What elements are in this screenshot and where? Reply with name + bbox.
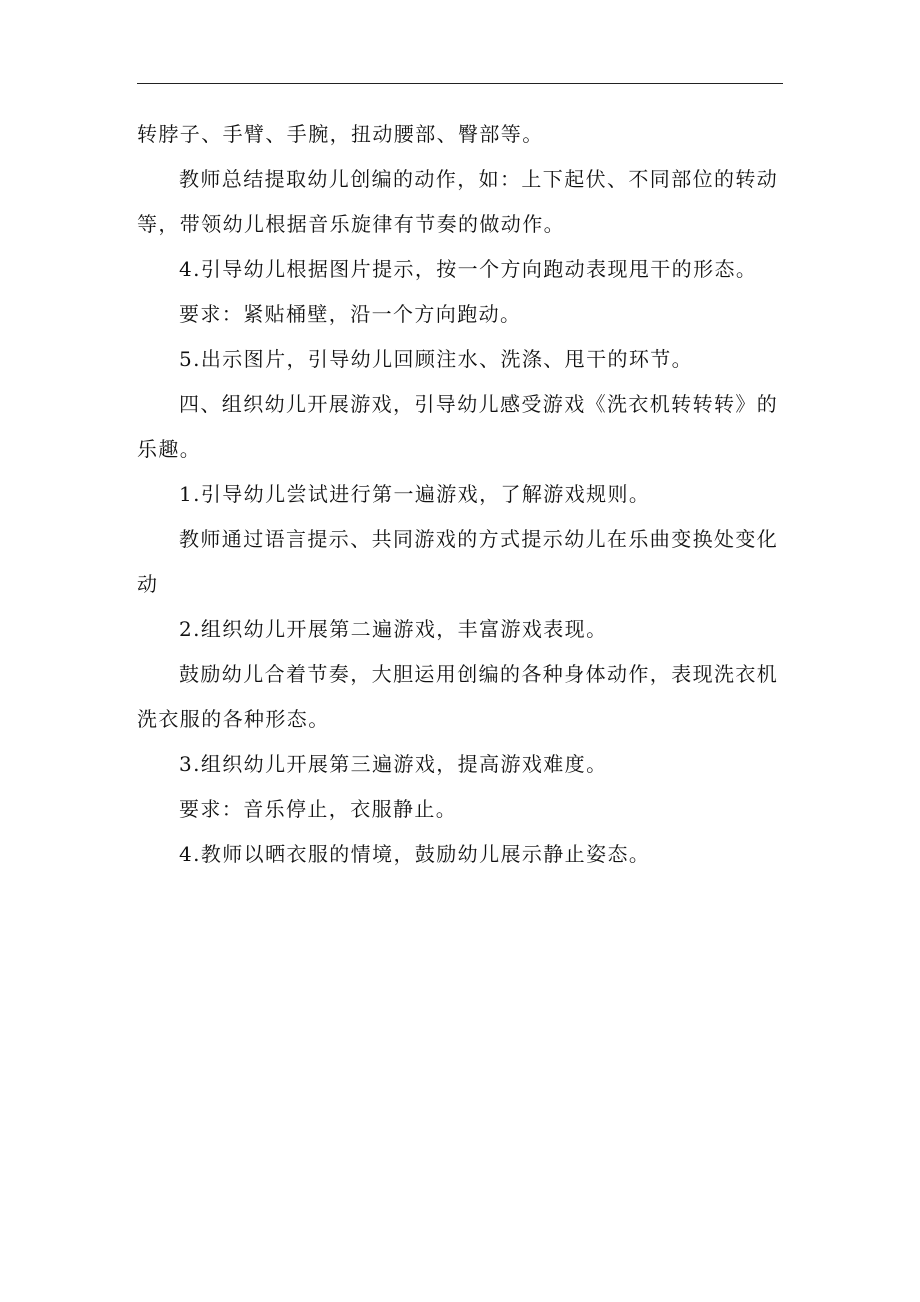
paragraph-requirement-2: 要求：音乐停止，衣服静止。 [179, 797, 458, 821]
paragraph-teacher-summary: 教师总结提取幼儿创编的动作，如：上下起伏、不同部位的转动等，带领幼儿根据音乐旋律有节奏的做动作。 [137, 167, 779, 236]
paragraph-requirement-1: 要求：紧贴桶壁，沿一个方向跑动。 [179, 302, 522, 326]
paragraph-teacher-prompt: 教师通过语言提示、共同游戏的方式提示幼儿在乐曲变换处变化动 [137, 527, 779, 596]
paragraph-section-4-heading: 四、组织幼儿开展游戏，引导幼儿感受游戏《洗衣机转转转》的乐趣。 [137, 392, 779, 461]
paragraph-game-round-2: 2.组织幼儿开展第二遍游戏，丰富游戏表现。 [179, 617, 608, 641]
paragraph-game-round-1: 1.引导幼儿尝试进行第一遍游戏，了解游戏规则。 [179, 482, 651, 506]
paragraph-game-round-3: 3.组织幼儿开展第三遍游戏，提高游戏难度。 [179, 752, 608, 776]
paragraph-step-4-spin: 4.引导幼儿根据图片提示，按一个方向跑动表现甩干的形态。 [179, 257, 758, 281]
paragraph-step-4-drying: 4.教师以晒衣服的情境，鼓励幼儿展示静止姿态。 [179, 842, 651, 866]
paragraph-encourage: 鼓励幼儿合着节奏，大胆运用创编的各种身体动作，表现洗衣机洗衣服的各种形态。 [137, 662, 779, 731]
paragraph-continuation: 转脖子、手臂、手腕，扭动腰部、臀部等。 [137, 122, 544, 146]
document-body [137, 112, 783, 877]
header-rule [137, 83, 783, 84]
paragraph-step-5-review: 5.出示图片，引导幼儿回顾注水、洗涤、甩干的环节。 [179, 347, 694, 371]
